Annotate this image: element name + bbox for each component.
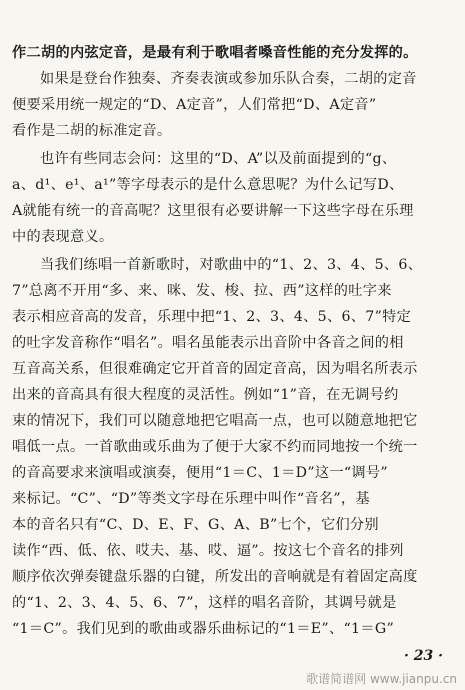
text-line: 表示相应音高的发音，乐理中把“1、2、3、4、5、6、7”特定 — [12, 309, 412, 325]
watermark: 歌谱简谱网 www.jianpu.cn — [306, 672, 457, 686]
page-number: · 23 · — [404, 648, 443, 664]
text-line: 的音高要求来演唱或演奏，便用“1＝C、1＝D”这一“调号” — [12, 465, 388, 481]
text-line: 如果是登台作独奏、齐奏表演或参加乐队合奏，二胡的定音 — [40, 71, 417, 87]
text-line: 的“1、2、3、4、5、6、7”，这样的唱名音阶，其调号就是 — [12, 595, 397, 611]
text-line: 作二胡的内弦定音，是最有利于歌唱者嗓音性能的充分发挥的。 — [12, 45, 418, 61]
text-line: 的吐字发音称作“唱名”。唱名虽能表示出音阶中各音之间的相 — [12, 335, 404, 351]
text-line: 互音高关系，但很难确定它开首音的固定音高，因为唱名所表示 — [12, 361, 418, 377]
text-line: 束的情况下，我们可以随意地把它唱高一点，也可以随意地把它 — [12, 413, 418, 429]
text-line: “1＝C”。我们见到的歌曲或器乐曲标记的“1＝E”、“1＝G” — [12, 621, 395, 637]
text-line: 顺序依次弹奏键盘乐器的白键，所发出的音响就是有着固定高度 — [12, 569, 418, 585]
text-line: 中的表现意义。 — [12, 229, 114, 245]
text-line: 读作“西、低、依、哎夫、基、哎、逼”。按这七个音名的排列 — [12, 543, 404, 559]
text-line: a、d¹、e¹、a¹”等字母表示的是什么意思呢？为什么记写D、 — [12, 177, 404, 193]
text-line: 当我们练唱一首新歌时，对歌曲中的“1、2、3、4、5、6、 — [40, 257, 423, 273]
text-line: 便要采用统一规定的“D、A定音”，人们常把“D、A定音” — [12, 97, 377, 113]
text-line: 出来的音高具有很大程度的灵活性。例如“1”音，在无调号约 — [12, 387, 399, 403]
text-line: 来标记。“C”、“D”等类文字母在乐理中叫作“音名”，基 — [12, 491, 370, 507]
text-line: 7”总离不开用“多、来、咪、发、梭、拉、西”这样的吐字来 — [12, 283, 392, 299]
text-line: 本的音名只有“C、D、E、F、G、A、B”七个，它们分别 — [12, 517, 379, 533]
text-line: 唱低一点。一首歌曲或乐曲为了便于大家不约而同地按一个统一 — [12, 439, 418, 455]
text-line: 看作是二胡的标准定音。 — [12, 123, 172, 139]
text-line: 也许有些同志会问：这里的“D、A”以及前面提到的“g、 — [40, 151, 397, 167]
text-line: A就能有统一的音高呢？这里很有必要讲解一下这些字母在乐理 — [12, 203, 414, 219]
